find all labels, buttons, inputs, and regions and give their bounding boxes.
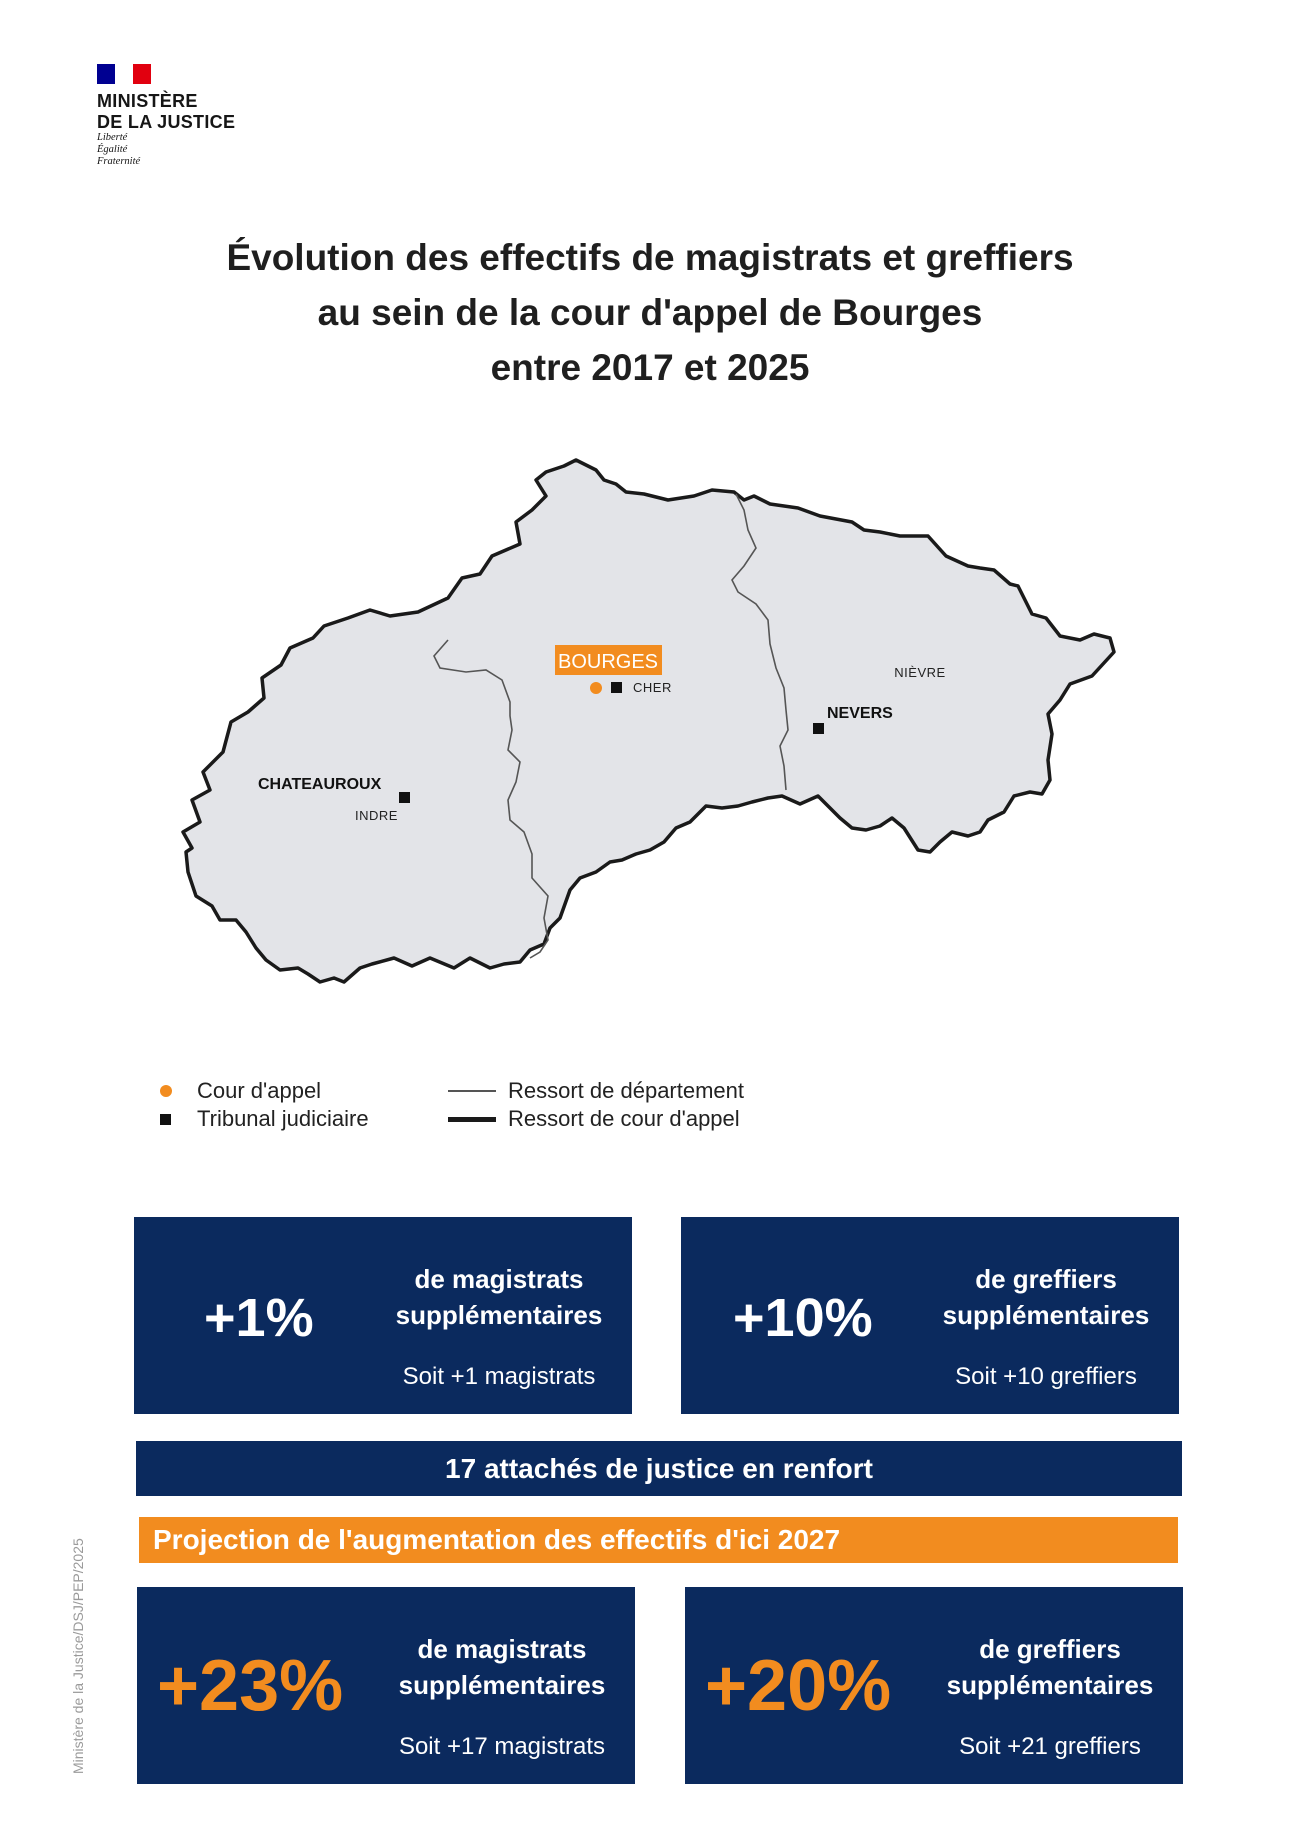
court-dot-icon [160,1085,172,1097]
court-of-appeal-region [183,460,1114,982]
chateauroux-label: CHATEAUROUX [258,776,382,793]
french-flag-icon [97,64,151,84]
thick-line-icon [448,1117,496,1122]
ministry-name-line1: MINISTÈRE [97,91,198,111]
cher-label: CHER [633,680,672,695]
republic-motto [97,132,140,168]
legend-dept-border-label: Ressort de département [508,1078,745,1103]
legend-court-border-label: Ressort de cour d'appel [508,1106,740,1131]
projection-banner: Projection de l'augmentation des effectifs d'ici 2027 [139,1517,1178,1563]
stat-label [935,1631,1165,1703]
stat-label [384,1261,614,1333]
stat-label [931,1261,1161,1333]
nievre-label: NIÈVRE [894,665,946,680]
title-line2: au sein de la cour d'appel de Bourges [317,292,983,333]
stat-label-line2: supplémentaires [942,1300,1150,1330]
motto-egalite: Égalité [97,144,128,155]
tribunal-square-icon [160,1114,171,1125]
stat-box-greffiers-2025 [681,1217,1179,1414]
stat-detail: Soit +17 magistrats [398,1733,606,1760]
legend-court-label: Cour d'appel [197,1078,322,1103]
stat-label [387,1631,617,1703]
stat-label-line2: supplémentaires [398,1670,606,1700]
chateauroux-tribunal-marker [399,792,410,803]
thin-line-icon [448,1090,496,1092]
title-line3: entre 2017 et 2025 [490,347,810,388]
page-title [0,230,1300,395]
stat-label-line1: de magistrats [417,1634,587,1664]
ministry-name [97,91,235,133]
attaches-banner: 17 attachés de justice en renfort [136,1441,1182,1496]
nevers-label: NEVERS [827,705,893,722]
legend-tribunal [160,1106,369,1132]
stat-label-line2: supplémentaires [395,1300,603,1330]
map-legend [160,1072,860,1132]
stat-label-line1: de magistrats [414,1264,584,1294]
stat-box-magistrats-2027 [137,1587,635,1784]
stat-value: +10% [733,1288,873,1348]
stat-label-line1: de greffiers [979,1634,1121,1664]
court-of-appeal-map [0,440,1300,1000]
motto-fraternite: Fraternité [97,156,141,167]
stat-detail: Soit +21 greffiers [959,1733,1141,1760]
legend-dept-border [448,1078,744,1104]
stat-box-greffiers-2027 [685,1587,1183,1784]
legend-court-border [448,1106,740,1132]
stat-detail: Soit +1 magistrats [402,1363,596,1390]
title-line1: Évolution des effectifs de magistrats et greffiers [226,237,1074,278]
ministry-name-line2: DE LA JUSTICE [97,112,236,132]
bourges-tribunal-marker [611,682,622,693]
indre-label: INDRE [355,808,398,823]
stat-box-magistrats-2025 [134,1217,632,1414]
stat-value: +20% [705,1646,892,1726]
legend-court [160,1078,321,1104]
stat-label-line2: supplémentaires [946,1670,1154,1700]
stat-value: +23% [157,1646,344,1726]
stat-label-line1: de greffiers [975,1264,1117,1294]
stat-detail: Soit +10 greffiers [955,1363,1137,1390]
bourges-label: BOURGES [557,651,659,673]
legend-tribunal-label: Tribunal judiciaire [197,1106,369,1131]
credit-text: Ministère de la Justice/DSJ/PEP/2025 [70,1538,86,1774]
court-of-appeal-marker [590,682,602,694]
nevers-tribunal-marker [813,723,824,734]
motto-liberte: Liberté [97,132,128,143]
stat-value: +1% [204,1288,314,1348]
